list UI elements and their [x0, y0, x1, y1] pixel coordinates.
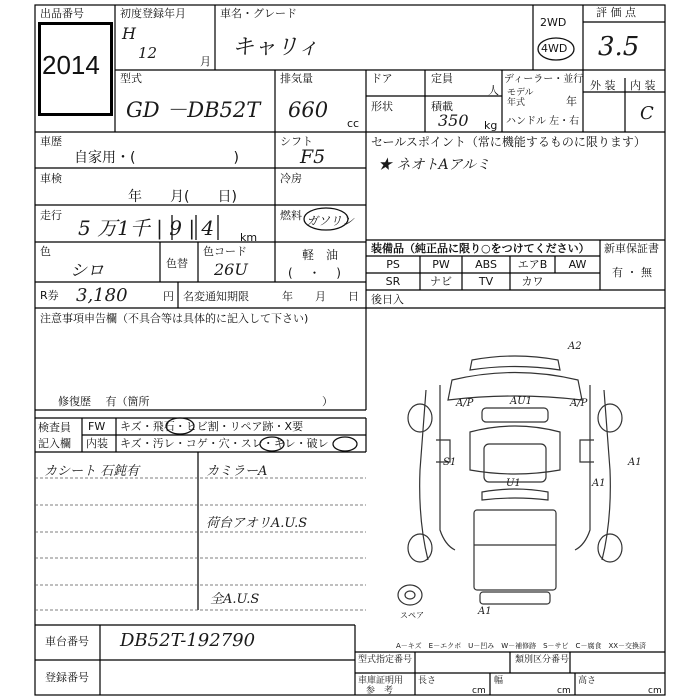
- height-label: 高さ: [578, 676, 597, 686]
- length-label: 長さ: [418, 676, 437, 686]
- height-unit: cm: [648, 686, 662, 696]
- mileage-label: 走行: [40, 209, 62, 222]
- repaint-label: 色替: [166, 257, 188, 270]
- inspection-value: 年 月( 日): [128, 189, 237, 205]
- equip-airbag: エアB: [517, 258, 548, 271]
- first-reg-label: 初度登録年月: [120, 7, 186, 20]
- chassis-value: DB52T-192790: [120, 630, 256, 651]
- warranty-value: 有 ・ 無: [612, 266, 652, 279]
- recycle-label: R券: [40, 289, 59, 302]
- length-unit: cm: [472, 686, 486, 696]
- exterior-label: 外 装: [590, 79, 616, 92]
- hand-note-4: 全A.U.S: [210, 592, 260, 607]
- inspector-label-2: 記入欄: [38, 437, 71, 450]
- width-label: 幅: [494, 676, 504, 686]
- diagram-mark-rear: A1: [478, 606, 492, 617]
- color-value: シロ: [70, 261, 104, 281]
- equip-abs: ABS: [475, 258, 497, 271]
- type-designation-label: 型式指定番号: [358, 655, 413, 665]
- diagram-mark-left-front: A/P: [456, 398, 474, 409]
- equip-tv: TV: [478, 275, 494, 288]
- rear-seat-label: 後日入: [371, 293, 404, 306]
- door-label: ドア: [371, 72, 393, 85]
- ac-label: 冷房: [280, 172, 302, 185]
- diagram-mark-windshield: AU1: [510, 396, 533, 407]
- sales-points-note: ★ ネオトAアルミ: [378, 157, 491, 173]
- history-value: 自家用・( ): [74, 150, 239, 166]
- chassis-label: 車台番号: [45, 635, 89, 648]
- load-value: 350: [438, 111, 469, 130]
- load-unit: kg: [484, 119, 498, 132]
- interior-label: 内 装: [630, 79, 656, 92]
- color-code-label: 色コード: [203, 245, 247, 258]
- equip-pw: PW: [432, 258, 450, 271]
- equip-leather: カワ: [521, 275, 544, 288]
- hand-note-2: カミラーA: [206, 464, 268, 479]
- shift-value: F5: [300, 146, 326, 168]
- displacement-label: 排気量: [280, 72, 313, 85]
- recycle-unit: 円: [163, 290, 174, 303]
- spare-label: スペア: [400, 611, 424, 620]
- color-label: 色: [40, 245, 51, 258]
- equip-sr: SR: [385, 275, 401, 288]
- diagram-mark-right-front: A/P: [570, 398, 588, 409]
- shift-label: シフト: [280, 135, 313, 148]
- displacement-unit: cc: [347, 117, 360, 130]
- equip-navi: ナビ: [430, 275, 452, 288]
- load-label: 積載: [431, 100, 453, 113]
- color-code-value: 26U: [214, 260, 248, 279]
- fuel-value: ガソリン: [306, 214, 355, 228]
- equipment-label: 装備品（純正品に限り○をつけてください）: [371, 242, 590, 255]
- mileage-value: 5 万1千 | 9 | 4: [78, 216, 215, 240]
- width-unit: cm: [557, 686, 571, 696]
- dealer-label: ディーラー・並行: [504, 74, 584, 85]
- name-change-label: 名変通知期限: [183, 290, 249, 303]
- displacement-value: 660: [288, 98, 329, 122]
- mileage-unit: km: [240, 231, 258, 244]
- diagram-mark-right-rear: A1: [592, 478, 606, 489]
- repair-close: ）: [322, 395, 333, 408]
- reference-label: 参 考: [366, 686, 394, 696]
- hand-note-3: 荷台アオリA.U.S: [206, 516, 308, 531]
- inspector-label-1: 検査員: [38, 421, 71, 434]
- diagram-mark-roof: U1: [506, 478, 521, 489]
- name-change-value: 年 月 日: [282, 290, 359, 303]
- class-number-label: 類別区分番号: [515, 655, 570, 665]
- model-year-unit: 年: [566, 95, 577, 108]
- reg-label: 登録番号: [45, 671, 89, 684]
- handle-label: ハンドル 左・右: [506, 116, 580, 127]
- model-label: 型式: [120, 72, 142, 85]
- first-reg-era: H: [122, 24, 136, 43]
- model-value: GD －DB52T: [126, 98, 261, 122]
- grade-value: 3.5: [598, 32, 640, 62]
- model-year-label: モデル 年式: [507, 88, 534, 108]
- notes-label: 注意事項申告欄（不具合等は具体的に記入して下さい): [40, 312, 309, 325]
- shape-label: 形状: [371, 100, 393, 113]
- car-name-label: 車名・グレード: [220, 7, 297, 20]
- recycle-value: 3,180: [76, 285, 128, 306]
- sales-points-label: セールスポイント（常に機能するものに限ります）: [371, 135, 646, 149]
- repair-label: 修復歴 有（箇所: [58, 395, 150, 408]
- drive-4wd: 4WD: [541, 42, 568, 55]
- first-reg-month-unit: 月: [200, 55, 211, 68]
- diagram-mark-left-door: S1: [443, 457, 457, 468]
- diagram-mark-front: A2: [568, 341, 582, 352]
- equip-aw: AW: [568, 258, 587, 271]
- inspector-fw: FW: [88, 420, 106, 433]
- car-name: キャリィ: [232, 35, 320, 60]
- inspector-fw-items: キズ・飛石・ヒビ割・リペア跡・X要: [120, 420, 304, 433]
- interior-value: C: [640, 103, 654, 124]
- drive-2wd: 2WD: [540, 16, 567, 29]
- equip-ps: PS: [386, 258, 400, 271]
- capacity-label: 定員: [431, 72, 453, 85]
- diagram-mark-right-side: A1: [628, 457, 642, 468]
- inspection-label: 車検: [40, 172, 62, 185]
- first-reg-year: 12: [138, 44, 158, 62]
- inspector-int-items: キズ・汚レ・コゲ・穴・スレ・キレ・破レ: [120, 437, 329, 450]
- diesel-label: 軽 油: [302, 248, 339, 262]
- warranty-label: 新車保証書: [604, 242, 659, 255]
- fuel-label: 燃料: [280, 209, 302, 222]
- grade-label: 評 価 点: [596, 6, 636, 19]
- capacity-unit: 人: [488, 84, 499, 97]
- lot-label: 出品番号: [40, 7, 84, 20]
- damage-legend: A－キズ E－エクボ U－凹み W－補修跡 S－サビ C－腐食 XX－交換済: [396, 642, 647, 650]
- inspector-int: 内装: [86, 437, 108, 450]
- lot-number: 2014: [42, 50, 100, 80]
- history-label: 車歴: [40, 135, 62, 148]
- diesel-paren: ( ・ ): [288, 266, 341, 280]
- garage-cert-label: 車庫証明用: [358, 676, 404, 686]
- hand-note-1: カシート 石鈍有: [44, 464, 140, 479]
